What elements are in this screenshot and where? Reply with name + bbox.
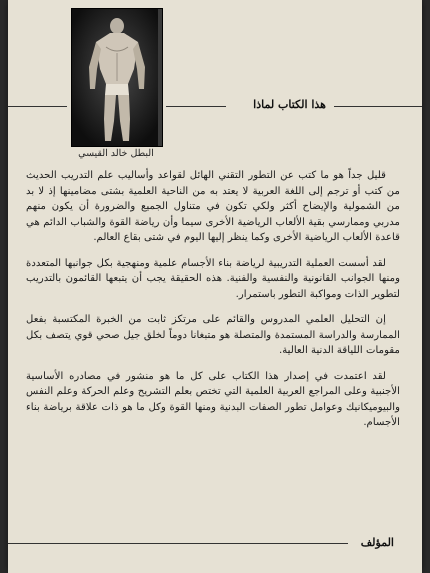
paragraph: لقد اعتمدت في إصدار هذا الكتاب على كل ما هو منشور في مصادره الأساسية الأجنبية وعلى المراجع العربية العلمية التي تختص بعلم التشريح وعلم الحركة وعلم النفس والبيوميكانيك وعوامل تطور الصفات البدنية ومنها القوة وكل ما هو ذات علاقة برياضة بناء الأجسام.: [26, 370, 400, 428]
paragraph: إن التحليل العلمي المدروس والقائم على مرتكز ثابت من الخبرة المكتسبة بفعل الممارسة والدراسة المستمدة والمتصلة هو متبغانا دوماً لخلق جيل صحي قوي يتصف بكل مقومات اللياقة الدنية العالية.: [26, 314, 400, 356]
athlete-figure-image: [72, 9, 162, 146]
athlete-photo: [71, 8, 163, 147]
heading-rule-left: [8, 106, 67, 107]
footer-rule: [8, 543, 348, 544]
book-page: [8, 0, 422, 573]
paragraph: لقد أسست العملية التدريبية لرياضة بناء الأجسام علمية ومنهجية بكل جوانبها المتعددة ومنها الجوانب القانونية والنفسية والفنية. هذه الحقيقة يجب أن يتبعها القائمون بالتدريب لتطوير الذات ومواكبة التطور باستمرار.: [26, 257, 400, 300]
section-heading: هذا الكتاب لماذا: [253, 98, 326, 111]
photo-caption: البطل خالد القيسي: [78, 148, 154, 159]
heading-rule-right: [166, 106, 226, 107]
body-text: [26, 168, 400, 431]
author-signature: المؤلف: [360, 536, 394, 549]
paragraph: قليل جداً هو ما كتب عن التطور التقني الهائل لقواعد وأساليب علم التدريب الحديث من كتب أو ترجم إلى اللغة العربية لا يعتد به من الناحية العلمية بشتى مضامينها إذ لا بد من الشمولية والإيضاح أكثر ولكي تكون في متناول الجميع والضرورة أن يكون منهم مدربي وممارسي بقية الألعاب الرياضية الأخرى سيما وأن رياضة القوة والشباب الدائم هي قاعدة الألعاب الرياضية الأخرى وكما ينظر إليها اليوم في شتى بقاع العالم.: [26, 170, 400, 243]
heading-rule-far-right: [334, 106, 422, 107]
